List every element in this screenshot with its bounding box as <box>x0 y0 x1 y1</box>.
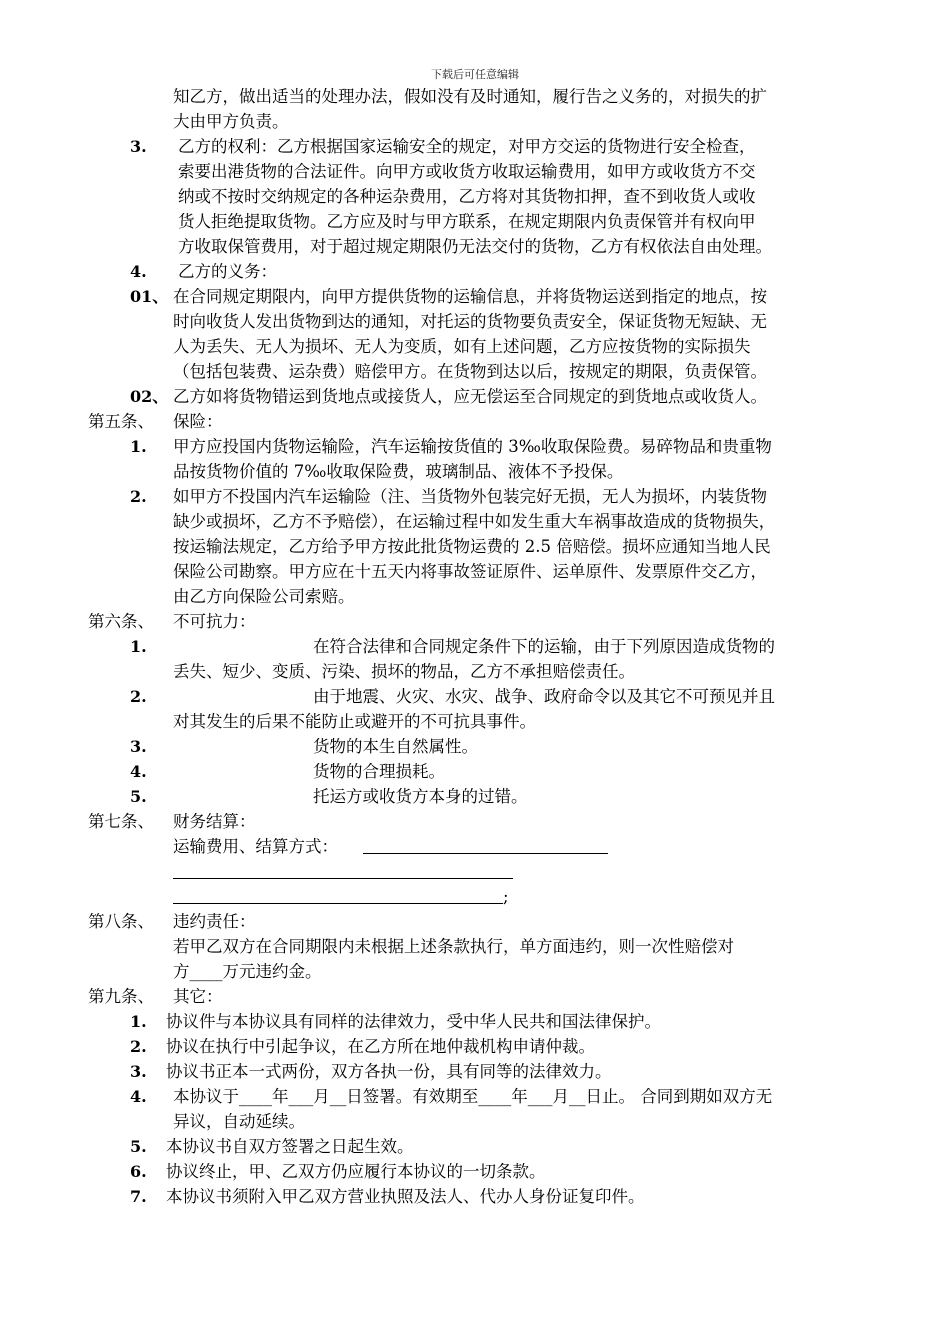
text-line: 协议终止，甲、乙双方仍应履行本协议的一切条款。 <box>166 1162 546 1181</box>
text-line: 货物的本生自然属性。 <box>313 737 478 756</box>
text-line: 本协议书自双方签署之日起生效。 <box>166 1137 414 1156</box>
list-number: 5. <box>130 787 147 806</box>
list-number: 2. <box>130 1037 147 1056</box>
text-line: 按运输法规定，乙方给予甲方按此批货物运费的 2.5 倍赔偿。损坏应通知当地人民 <box>173 537 771 556</box>
page-header: 下载后可任意编辑 <box>431 68 519 81</box>
list-number: 3. <box>130 737 147 756</box>
list-number: 2. <box>130 687 147 706</box>
text-line: 若甲乙双方在合同期限内未根据上述条款执行，单方面违约，则一次性赔偿对 <box>173 937 734 956</box>
settlement-blank-1 <box>363 853 608 854</box>
list-number: 1. <box>130 437 147 456</box>
text-line: 乙方的权利：乙方根据国家运输安全的规定，对甲方交运的货物进行安全检查， <box>178 137 756 156</box>
text-line: 甲方应投国内货物运输险，汽车运输按货值的 3‰收取保险费。易碎物品和贵重物 <box>173 437 772 456</box>
text-line: 协议在执行中引起争议，在乙方所在地仲裁机构申请仲裁。 <box>166 1037 595 1056</box>
list-number: 2. <box>130 487 147 506</box>
article-heading: 第五条、 <box>88 412 154 431</box>
text-line: 由于地震、火灾、水灾、战争、政府命令以及其它不可预见并且 <box>313 687 775 706</box>
text-line: 乙方如将货物错运到货地点或接货人，应无偿运至合同规定的到货地点或收货人。 <box>173 387 767 406</box>
list-number: 3. <box>130 137 147 156</box>
list-number: 4. <box>130 1087 147 1106</box>
list-number: 01、 <box>130 287 169 306</box>
text-line: 知乙方，做出适当的处理办法，假如没有及时通知，履行告之义务的，对损失的扩 <box>173 87 767 106</box>
text-line: 由乙方向保险公司索赔。 <box>173 587 355 606</box>
text-line: 协议书正本一式两份，双方各执一份，具有同等的法律效力。 <box>166 1062 612 1081</box>
list-number: 1. <box>130 637 147 656</box>
text-line: 品按货物价值的 7‰收取保险费，玻璃制品、液体不予投保。 <box>173 462 624 481</box>
text-line: 大由甲方负责。 <box>173 112 289 131</box>
text-line: 货人拒绝提取货物。乙方应及时与甲方联系，在规定期限内负责保管并有权向甲 <box>178 212 756 231</box>
text-line: ; <box>503 887 509 906</box>
text-line: 丢失、短少、变质、污染、损坏的物品，乙方不承担赔偿责任。 <box>173 662 635 681</box>
text-line: 方收取保管费用，对于超过规定期限仍无法交付的货物，乙方有权依法自由处理。 <box>178 237 772 256</box>
text-line: 乙方的义务： <box>178 262 277 281</box>
article-heading: 第六条、 <box>88 612 154 631</box>
text-line: 人为丢失、无人为损坏、无人为变质，如有上述问题，乙方应按货物的实际损失 <box>173 337 751 356</box>
list-number: 1. <box>130 1012 147 1031</box>
text-line: 对其发生的后果不能防止或避开的不可抗具事件。 <box>173 712 536 731</box>
text-line: 在合同规定期限内，向甲方提供货物的运输信息，并将货物运送到指定的地点，按 <box>173 287 767 306</box>
list-number: 4. <box>130 762 147 781</box>
text-line: 运输费用、结算方式： <box>173 837 338 856</box>
article-heading: 第九条、 <box>88 987 154 1006</box>
text-line: 索要出港货物的合法证件。向甲方或收货方收取运输费用，如甲方或收货方不交 <box>178 162 756 181</box>
settlement-blank-2 <box>173 878 513 879</box>
text-line: 本协议于____年___月__日签署。有效期至____年___月__日止。 合同到期如双方无 <box>173 1087 773 1106</box>
text-line: 托运方或收货方本身的过错。 <box>313 787 528 806</box>
list-number: 02、 <box>130 387 169 406</box>
list-number: 6. <box>130 1162 147 1181</box>
text-line: 异议，自动延续。 <box>173 1112 305 1131</box>
text-line: 货物的合理损耗。 <box>313 762 445 781</box>
text-line: 违约责任： <box>173 912 256 931</box>
text-line: 财务结算： <box>173 812 256 831</box>
settlement-blank-3 <box>173 903 503 904</box>
article-heading: 第七条、 <box>88 812 154 831</box>
list-number: 5. <box>130 1137 147 1156</box>
text-line: 不可抗力： <box>173 612 256 631</box>
text-line: 时向收货人发出货物到达的通知，对托运的货物要负责安全，保证货物无短缺、无 <box>173 312 767 331</box>
text-line: 本协议书须附入甲乙双方营业执照及法人、代办人身份证复印件。 <box>166 1187 645 1206</box>
text-line: 方____万元违约金。 <box>173 962 322 981</box>
text-line: 保险： <box>173 412 223 431</box>
text-line: 保险公司勘察。甲方应在十五天内将事故签证原件、运单原件、发票原件交乙方， <box>173 562 767 581</box>
article-heading: 第八条、 <box>88 912 154 931</box>
list-number: 4. <box>130 262 147 281</box>
list-number: 3. <box>130 1062 147 1081</box>
text-line: （包括包装费、运杂费）赔偿甲方。在货物到达以后，按规定的期限，负责保管。 <box>173 362 767 381</box>
text-line: 缺少或损坏，乙方不予赔偿），在运输过程中如发生重大车祸事故造成的货物损失， <box>173 512 776 531</box>
text-line: 协议件与本协议具有同样的法律效力，受中华人民共和国法律保护。 <box>166 1012 661 1031</box>
text-line: 纳或不按时交纳规定的各种运杂费用，乙方将对其货物扣押，查不到收货人或收 <box>178 187 756 206</box>
text-line: 其它： <box>173 987 223 1006</box>
text-line: 如甲方不投国内汽车运输险（注、当货物外包装完好无损，无人为损坏，内装货物 <box>173 487 767 506</box>
list-number: 7. <box>130 1187 147 1206</box>
text-line: 在符合法律和合同规定条件下的运输，由于下列原因造成货物的 <box>313 637 775 656</box>
